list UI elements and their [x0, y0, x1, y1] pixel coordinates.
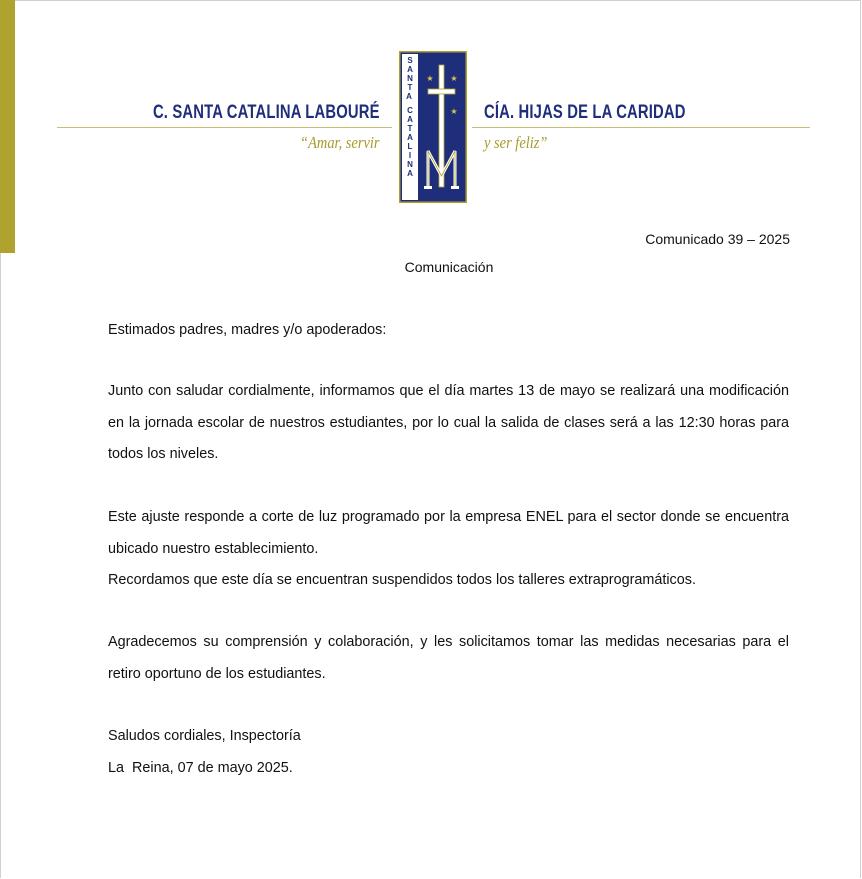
- paragraph-announcement: [108, 376, 789, 471]
- motto-right: y ser feliz”: [484, 133, 548, 152]
- header-rule-right: [472, 127, 810, 128]
- paragraph-4-text: Agradecemos su comprensión y colaboración, y les solicitamos tomar las medidas necesarias para el retiro oportuno de los estudiantes.: [108, 634, 789, 682]
- svg-text:SANTA CATALINA: S A N T A C A T A L I N A: [406, 56, 413, 178]
- motto-left: “Amar, servir: [300, 133, 380, 152]
- school-name: C. SANTA CATALINA LABOURÉ: [153, 102, 380, 123]
- gold-accent-bar: [0, 0, 15, 253]
- paragraph-reason: [108, 502, 789, 597]
- paragraph-1-text: Junto con saludar cordialmente, informamos que el día martes 13 de mayo se realizará una modificación en la jornada escolar de nuestros estudiantes, por lo cual la salida de clases será a las 12:30 horas para todos los niveles.: [108, 383, 789, 462]
- paragraph-thanks: [108, 627, 789, 690]
- paragraph-2-text: Este ajuste responde a corte de luz programado por la empresa ENEL para el sector donde se encuentra ubicado nuestro establecimiento.: [108, 509, 789, 557]
- school-crest-logo: [399, 51, 467, 203]
- document-title: Comunicación: [404, 259, 494, 275]
- closing-text: Saludos cordiales, Inspectoría: [108, 728, 301, 744]
- svg-text:★: ★: [450, 107, 458, 116]
- svg-text:★: ★: [450, 74, 458, 83]
- greeting-text: Estimados padres, madres y/o apoderados:: [108, 322, 387, 338]
- place-date-text: La Reina, 07 de mayo 2025.: [108, 759, 293, 776]
- header-rule-left: [57, 127, 392, 128]
- svg-text:★: ★: [426, 74, 434, 83]
- order-name: CÍA. HIJAS DE LA CARIDAD: [484, 102, 686, 123]
- greeting: [108, 315, 789, 347]
- communique-number: Comunicado 39 – 2025: [645, 231, 790, 247]
- paragraph-3-text: Recordamos que este día se encuentran suspendidos todos los talleres extraprogramáticos.: [108, 572, 696, 588]
- signature-block: [108, 721, 789, 784]
